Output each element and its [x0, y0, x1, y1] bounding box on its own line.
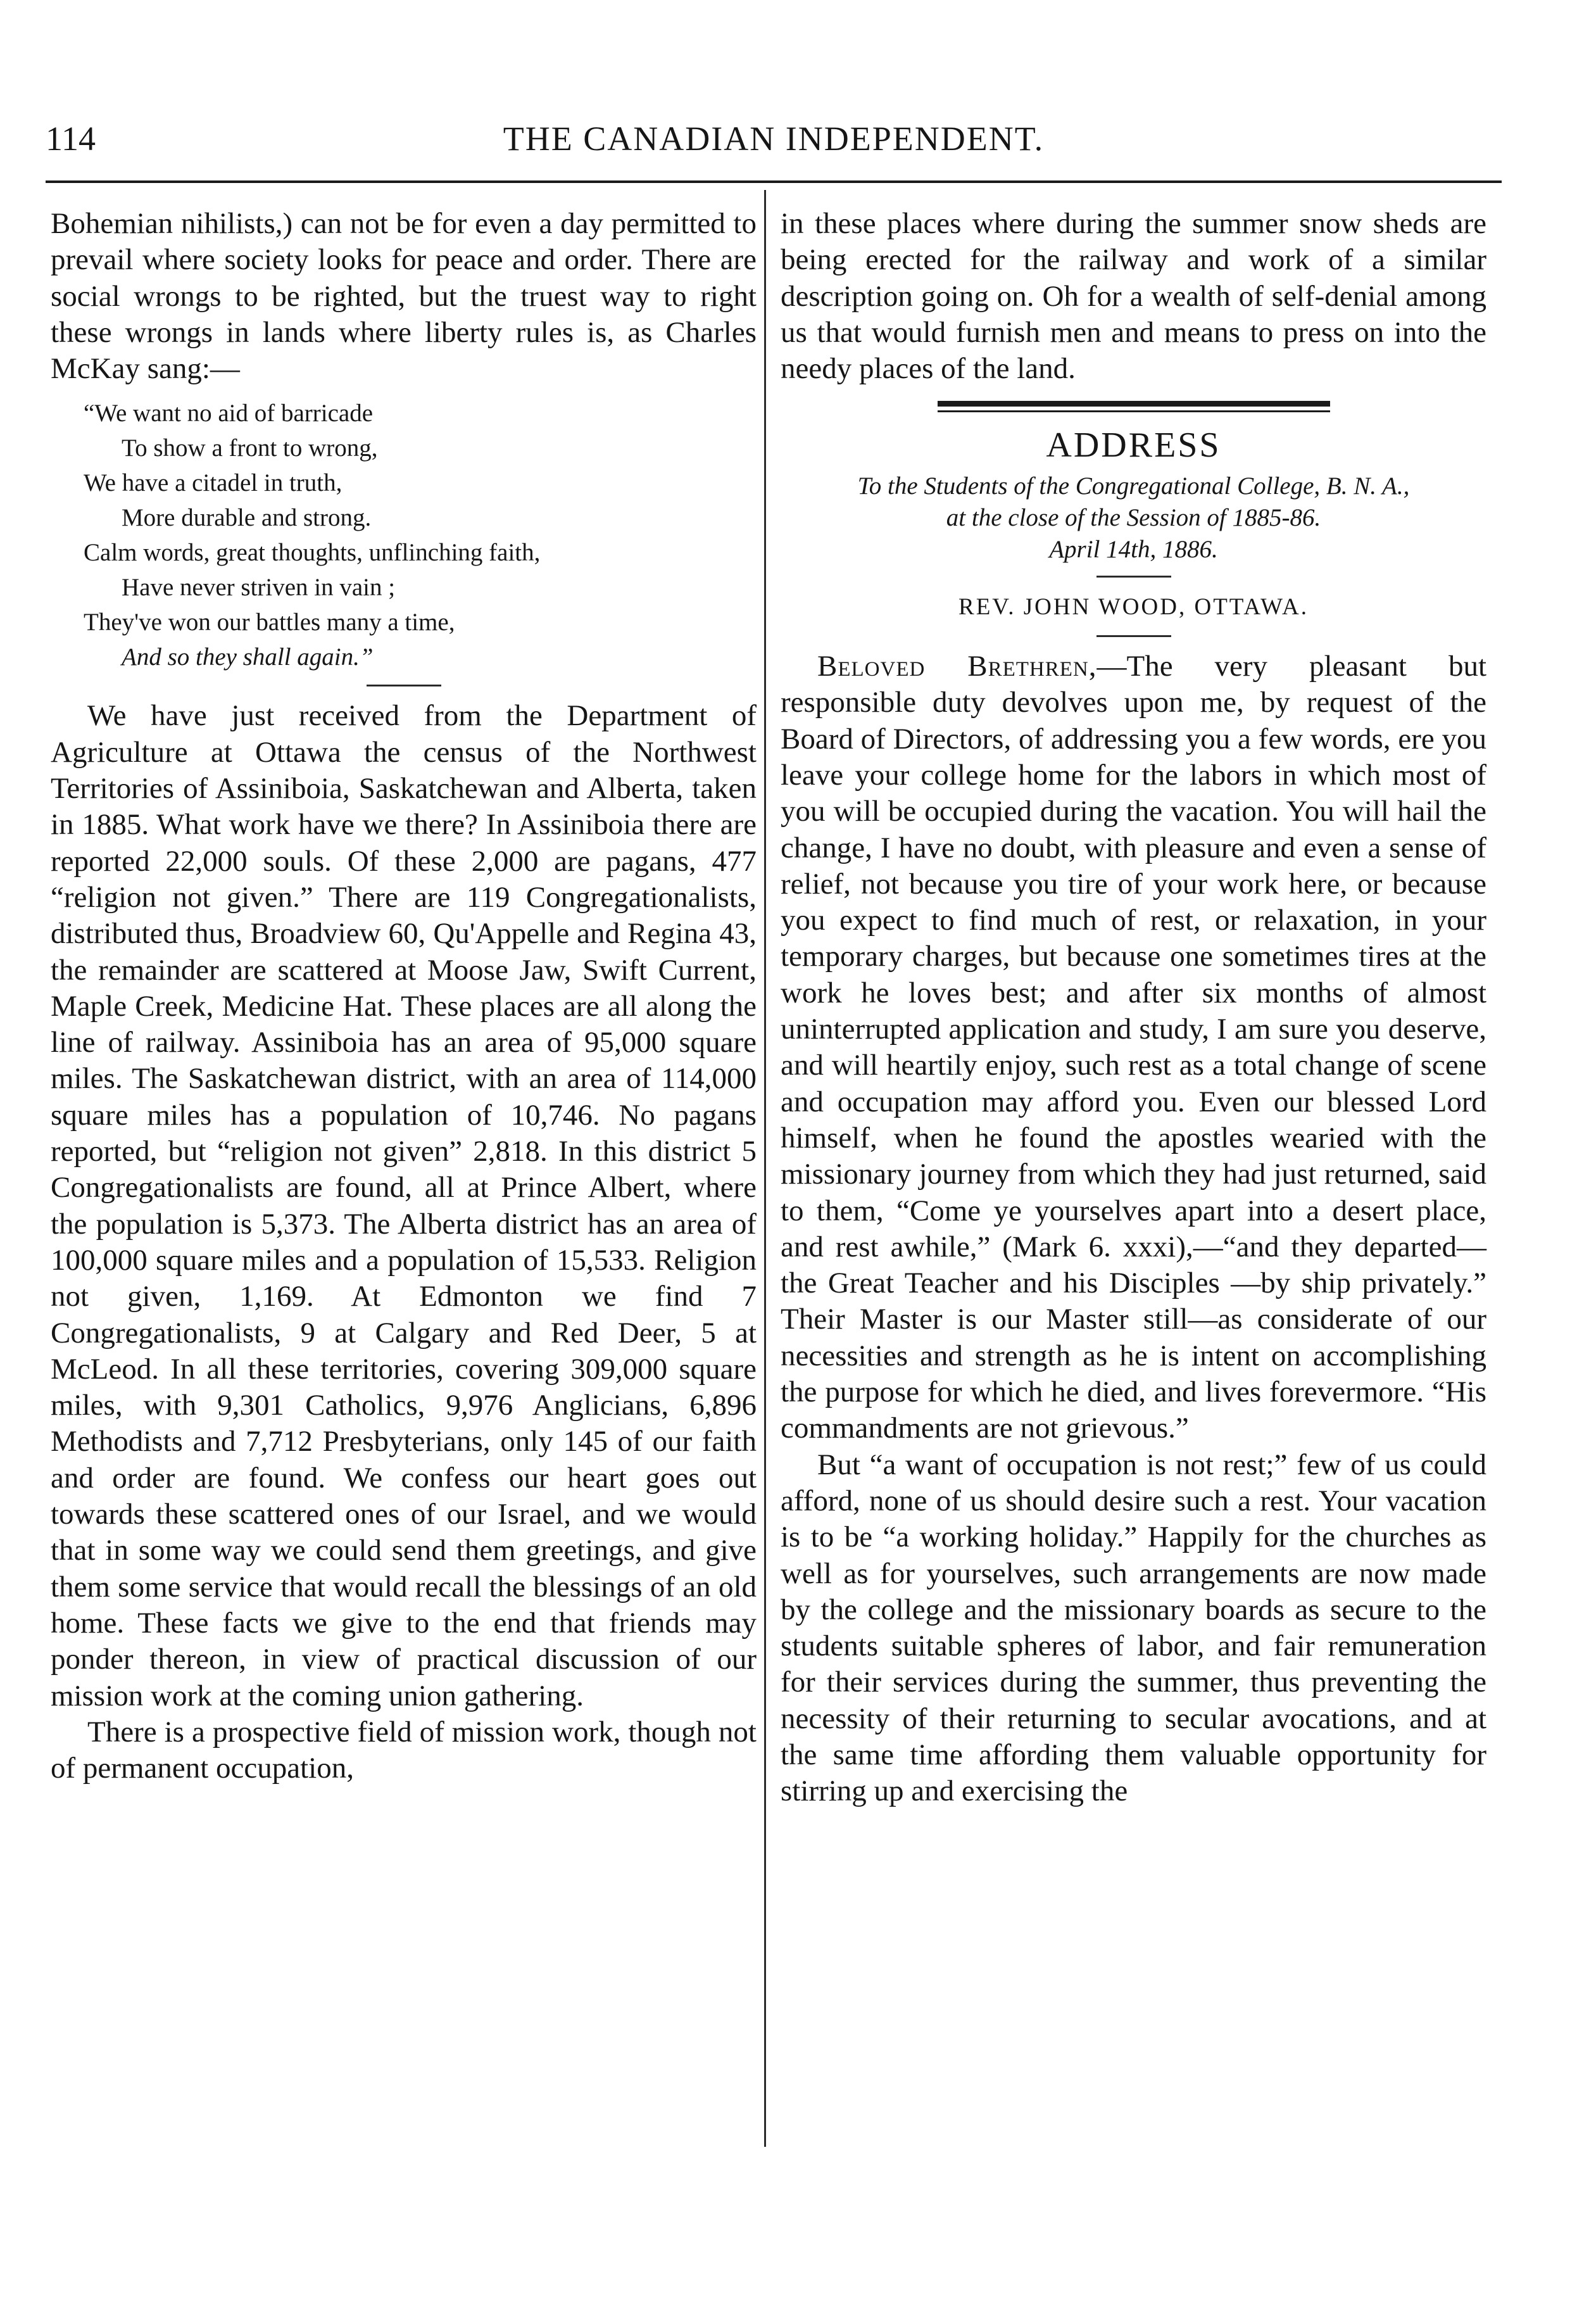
author-byline: REV. JOHN WOOD, OTTAWA. — [958, 593, 1309, 620]
subtitle-line: April 14th, 1886. — [1049, 535, 1218, 563]
address-title: ADDRESS — [1046, 426, 1221, 465]
address-paragraph — [781, 648, 1486, 1447]
section-rule — [1096, 635, 1171, 637]
address-subtitle — [781, 471, 1486, 566]
header-rule — [46, 180, 1502, 183]
column-divider — [764, 190, 766, 2147]
section-rule — [1096, 576, 1171, 578]
section-rule — [367, 685, 441, 686]
poem-line: They've won our battles many a time, — [84, 609, 455, 636]
poem-line: Have never striven in vain ; — [122, 574, 396, 602]
poem-line: To show a front to wrong, — [122, 434, 378, 462]
double-rule — [781, 401, 1486, 412]
intro-paragraph: Bohemian nihilists,) can not be for even a day permitted to prevail where society looks for peace and order. There are social wrongs to be righted, but the truest way to right these wrongs in lands where liberty rules is, as Charles McKay sang:— — [51, 207, 757, 386]
poem-line: And so they shall again.” — [122, 643, 374, 671]
right-column — [781, 206, 1486, 1810]
census-paragraph: We have just received from the Department of Agriculture at Ottawa the census of the Northwest Territories of Assiniboia, Saskatchewan and Alberta, taken in 1885. What work have we there? In Assiniboia there are reported 22,000 souls. Of these 2,000 are pagans, 477 “religion not given.” There are 119 Congregationalists, distributed thus, Broadview 60, Qu'Appelle and Regina 43, the remainder are scattered at Moose Jaw, Swift Current, Maple Creek, Medicine Hat. These places are all along the line of railway. Assiniboia has an area of 95,000 square miles. The Saskatchewan district, with an area of 114,000 square miles has a population of 10,746. No pagans reported, but “religion not given” 2,818. In this district 5 Congregationalists are found, all at Prince Albert, where the population is 5,373. The Alberta district has an area of 100,000 square miles and a population of 15,533. Religion not given, 1,169. At Edmonton we find 7 Congregationalists, 9 at Calgary and Red Deer, 5 at McLeod. In all these territories, covering 309,000 square miles, with 9,301 Catholics, 9,976 Anglicians, 6,896 Methodists and 7,712 Presbyterians, only 145 of our faith and order are found. We confess our heart goes out towards these scattered ones of our Israel, and we would that in some way we could send them greetings, and give them some service that would recall the blessings of an old home. These facts we give to the end that friends may ponder thereon, in view of practical discussion of our mission work at the coming union gathering. — [51, 699, 757, 1712]
poem-line: More durable and strong. — [122, 504, 372, 532]
poem-line: We have a citadel in truth, — [84, 469, 342, 497]
continued-paragraph: in these places where during the summer snow sheds are being erected for the railway and work of a similar description going on. Oh for a wealth of self-denial among us that would furnish men and means to press on into the needy places of the land. — [781, 207, 1486, 386]
poem-quotation — [51, 396, 757, 674]
journal-title: THE CANADIAN INDEPENDENT. — [503, 120, 1045, 158]
running-head — [46, 119, 1502, 170]
want-paragraph: But “a want of occupation is not rest;” few of us could afford, none of us should desire such a rest. Your vacation is to be “a working holiday.” Happily for the churches as well as for yourselves, such arrangements are now made by the college and the missionary boards as secure to the students suitable spheres of labor, and fair remuneration for their services during the summer, thus preventing the necessity of their returning to secular avocations, and at the same time affording them valuable opportunity for stirring up and exercising the — [781, 1448, 1486, 1808]
poem-line: “We want no aid of barricade — [84, 400, 374, 427]
poem-line: Calm words, great thoughts, unflinching faith, — [84, 539, 541, 567]
prospective-paragraph: There is a prospective field of mission work, though not of permanent occupation, — [51, 1715, 757, 1785]
salutation: Beloved Brethren, — [817, 650, 1097, 683]
address-body: —The very pleasant but responsible duty devolves upon me, by request of the Board of Directors, of addressing you a few words, ere you leave your college home for the labors in which most of you will be occupied during the vacation. You will hail the change, I have no doubt, with pleasure and even a sense of relief, not because you tire of your work here, or because you expect to find much of rest, or relaxation, in your temporary charges, but because one sometimes tires at the work he loves best; and after six months of almost uninterrupted application and study, I am sure you deserve, and will heartily enjoy, such rest as a total change of scene and occupation may afford you. Even our blessed Lord himself, when he found the apostles wearied with the missionary journey from which they had just returned, said to them, “Come ye yourselves apart into a desert place, and rest awhile,” (Mark 6. xxxi),—“and they departed—the Great Teacher and his Disciples —by ship privately.” Their Master is our Master still—as considerate of our necessities and strength as he is intent on accomplishing the purpose for which he died, and lives forevermore. “His commandments are not grievous.” — [781, 650, 1486, 1445]
subtitle-line: To the Students of the Congregational College, B. N. A., — [857, 472, 1410, 500]
page-number: 114 — [46, 120, 96, 158]
subtitle-line: at the close of the Session of 1885-86. — [946, 503, 1321, 531]
left-column — [51, 206, 757, 1786]
